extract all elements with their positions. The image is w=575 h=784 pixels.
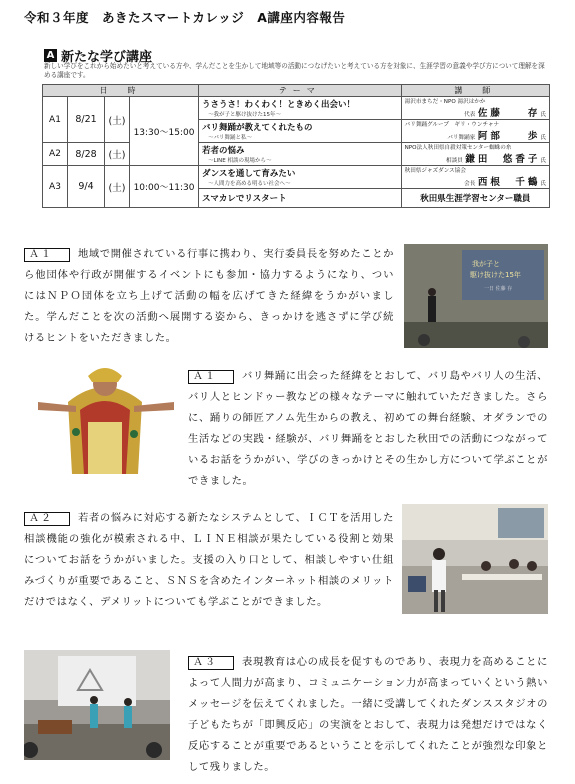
table-row	[43, 143, 550, 166]
table-row	[43, 97, 550, 120]
report-tag: Ａ３	[188, 656, 234, 670]
lecturer-cell	[401, 120, 549, 143]
lecturer-role: 会長	[464, 181, 476, 187]
screen-text: 駆け抜けた15年	[470, 271, 521, 279]
table-row	[43, 166, 550, 189]
lecturer-org: 秋田県ジャズダンス協会	[404, 168, 466, 174]
report-text: バリ舞踊に出会った経緯をとおして、バリ島やバリ人の生活、バリ人とヒンドゥー教などの様々なテーマに触れていただきました。さらに、踊りの師匠アノム先生からの教え、初めての舞台経験、オダランでの生活などの実践・経験が、バリ舞踊をとおした秋田での活動につながっているお話をうかがい、学びのきっかけとその生かし方について学ぶことができました。	[188, 370, 548, 487]
row-day: (土)	[105, 166, 130, 208]
report-tag: Ａ２	[24, 512, 70, 526]
row-day: (土)	[105, 97, 130, 143]
row-date: 8/28	[68, 143, 105, 166]
theme-main: スマカレでリスタート	[202, 194, 287, 204]
screen-text: 一日 佐藤 存	[484, 286, 513, 292]
header-lecturer: 講 師	[401, 85, 549, 97]
theme-cell	[199, 189, 402, 208]
report-a1-bali	[188, 366, 548, 492]
report-text: 表現教育は心の成長を促すものであり、表現力を高めることによって人間力が高まり、コミュニケーション力が高まっていくという熱いメッセージを伝えてくれました。一緒に受講してくれたダンススタジオの子どもたちが「即興反応」の実演をとおして、表現力は発想だけではなく反応することが重要であるということを示してくれたことが強烈な印象として残りました。	[188, 656, 548, 773]
row-day: (土)	[105, 143, 130, 166]
section-intro: 新しい学びをこれから始めたいと考えている方や、学んだことを生かして地域等の活動につなげたいと考えている方を対象に、生涯学習の意義や学び方について理解を深める講座です。	[44, 62, 545, 79]
bali-dancer-photo	[28, 362, 182, 474]
theme-cell	[199, 143, 402, 166]
header-datetime: 日 時	[43, 85, 199, 97]
row-date: 8/21	[68, 97, 105, 143]
lecturer-cell	[401, 97, 549, 120]
row-time: 13:30～15:00	[130, 97, 199, 166]
section-title: 新たな学び講座	[61, 50, 153, 65]
lecturer-name: 佐藤 存	[477, 108, 541, 119]
theme-main: 若者の悩み	[202, 146, 245, 156]
lecturer-suffix: 氏	[540, 112, 546, 118]
lecturer-role: 相談員	[446, 158, 463, 164]
theme-sub: ～LINE 相談の現場から～	[208, 158, 272, 164]
dance-image	[24, 650, 170, 760]
classroom-image	[402, 504, 548, 614]
lecture-photo	[404, 244, 548, 348]
theme-main: うさうさ！わくわく！ときめく出会い！	[202, 100, 356, 110]
report-tag: Ａ１	[24, 248, 70, 262]
report-text: 若者の悩みに対応する新たなシステムとして、ＩＣＴを活用した相談機能の強化が模索される中、ＬＩＮＥ相談が果たしている役割と効果についてお話をうかがいました。支援の入り口として、相談しやすい仕組みづくりが重要であること、ＳＮＳを含めたインターネット相談のメリットだけではなく、デメリットについても学ぶことができました。	[24, 512, 394, 608]
report-a2	[24, 508, 394, 613]
lecturer-suffix: 氏	[540, 181, 546, 187]
lecturer-org: バリ舞踊グループ ギリ・ウンチャナ	[404, 122, 500, 128]
lecturer-name: 秋田県生涯学習センター職員	[420, 194, 531, 204]
lecturer-name: 西根 千鶴	[477, 177, 541, 188]
theme-cell	[199, 166, 402, 189]
theme-main: バリ舞踊が教えてくれたもの	[202, 123, 313, 133]
bali-dancer-image	[28, 362, 182, 474]
screen-text: 我が子と	[472, 260, 500, 268]
report-text: 地域で開催されている行事に携わり、実行委員長を努めたことから他団体や行政が開催するイベントにも参加・協力するようになり、ついにはＮＰＯ団体を立ち上げて活動の幅を広げてきた経緯をうかがいました。学んだことを次の活動へ展開する姿から、きっかけを逃さずに学び続けるヒントをいただきました。	[24, 248, 395, 344]
lecturer-name: 鎌田 悠香子	[465, 154, 541, 165]
lecturer-name: 阿部 歩	[477, 131, 541, 142]
dance-photo	[24, 650, 170, 760]
lecturer-role: 代表	[464, 112, 476, 118]
lecturer-org: 湯沢市まちだ・NPO 湯沢はかか	[404, 99, 486, 105]
row-label: A1	[43, 97, 68, 143]
report-a3	[188, 652, 548, 778]
row-time: 10:00～11:30	[130, 166, 199, 208]
lecture-photo-image	[404, 244, 548, 348]
row-label: A3	[43, 166, 68, 208]
theme-sub: ～人間力を高める明るい社会へ～	[208, 181, 291, 187]
lecturer-suffix: 氏	[540, 135, 546, 141]
lecturer-role: バリ舞踊家	[447, 135, 476, 141]
page-title: 令和３年度 あきたスマートカレッジ A講座内容報告	[24, 10, 346, 25]
section-badge: A	[44, 49, 57, 62]
theme-cell	[199, 97, 402, 120]
classroom-photo	[402, 504, 548, 614]
row-date: 9/4	[68, 166, 105, 208]
lecturer-suffix: 氏	[540, 158, 546, 164]
report-tag: Ａ１	[188, 370, 234, 384]
theme-cell	[199, 120, 402, 143]
report-a1-community	[24, 244, 394, 349]
lecturer-org: NPO法人秋田県自殺対策センター蜘蛛の糸	[404, 145, 512, 151]
theme-sub: ～バリ舞踊と私～	[208, 135, 253, 141]
header-theme: テーマ	[199, 85, 402, 97]
lecturer-cell	[401, 166, 549, 189]
theme-sub: ～我が子と駆け抜けた15年～	[208, 112, 281, 118]
lecturer-cell	[401, 189, 549, 208]
row-label: A2	[43, 143, 68, 166]
lecturer-cell	[401, 143, 549, 166]
schedule-table	[42, 84, 550, 208]
table-header-row	[43, 85, 550, 97]
theme-main: ダンスを通して育みたい	[202, 169, 296, 179]
